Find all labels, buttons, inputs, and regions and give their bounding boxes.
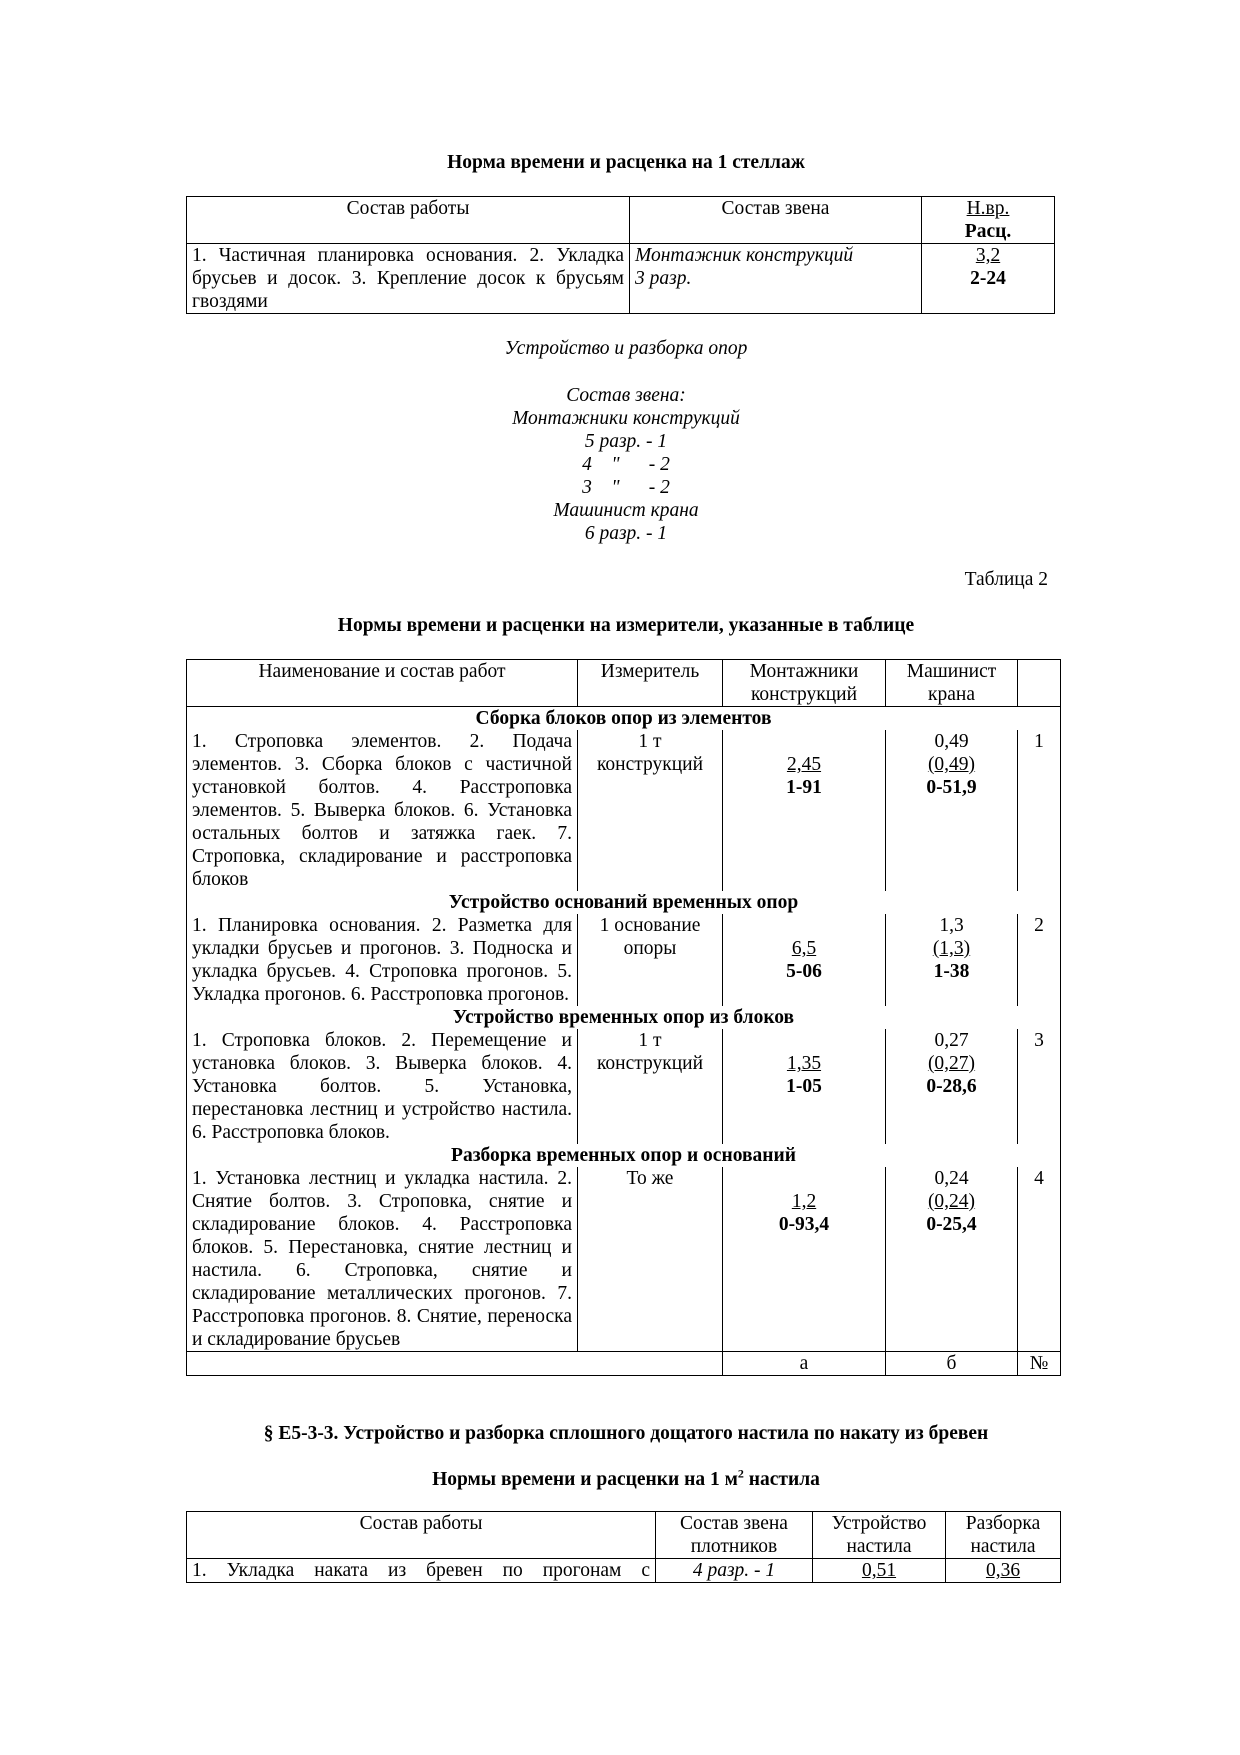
table-row — [187, 1167, 1061, 1352]
table-row — [187, 244, 1055, 314]
rate-value: 1-91 — [786, 777, 822, 798]
row-number: 4 — [1018, 1167, 1061, 1352]
spacer — [728, 1167, 880, 1190]
work-description: 1. Планировка основания. 2. Разметка для укладки брусьев и прогонов. 3. Подноска и укладка брусьев. 4. Строповка прогонов. 5. Укладка прогонов. 6. Расстроповка прогонов. — [187, 914, 578, 1006]
unit-cell — [578, 1167, 723, 1352]
norm-value: 2,45 — [786, 754, 822, 775]
section-title: Устройство оснований временных опор — [448, 892, 799, 913]
table-number: Таблица 2 — [964, 569, 1048, 590]
crew-line: 5 разр. - 1 — [584, 431, 668, 452]
unit-cell — [578, 914, 723, 1006]
table-row — [187, 730, 1061, 891]
mounters-cell — [723, 730, 886, 891]
norm-value: 1,2 — [791, 1191, 817, 1212]
header-work: Состав работы — [187, 1512, 656, 1559]
footer-col-b: б — [886, 1352, 1018, 1376]
section-row — [187, 891, 1061, 914]
table-header-row — [187, 197, 1055, 244]
dismantle-value: 0,36 — [946, 1559, 1061, 1583]
footer-col-num: № — [1018, 1352, 1061, 1376]
header-norm-rate — [922, 197, 1055, 244]
header-line: Машинист — [906, 661, 997, 682]
spacer — [728, 1029, 880, 1052]
operator-cell — [886, 1029, 1018, 1144]
work-description: 1. Частичная планировка основания. 2. Укладка брусьев и досок. 3. Крепление досок к брусьям гвоздями — [187, 244, 630, 314]
section-row — [187, 707, 1061, 731]
header-num — [1018, 660, 1061, 707]
table-footer-row — [187, 1352, 1061, 1376]
title-measures: Нормы времени и расценки на измерители, указанные в таблице — [337, 615, 915, 636]
header-line: Состав звена — [680, 1513, 788, 1534]
rate-value: 2-24 — [970, 268, 1006, 289]
rate-value: 0-28,6 — [926, 1076, 977, 1097]
norm-value: (0,27) — [927, 1053, 976, 1074]
table-norms — [186, 659, 1061, 1376]
header-work: Наименование и состав работ — [187, 660, 578, 707]
mounters-cell — [723, 914, 886, 1006]
header-line: Устройство — [831, 1513, 927, 1534]
header-norm: Н.вр. — [966, 198, 1010, 219]
crew-line: 3 разр. — [635, 268, 692, 289]
section-title: Разборка временных опор и оснований — [451, 1145, 796, 1166]
crew-line: 4 " - 2 — [582, 454, 670, 475]
section-title: Сборка блоков опор из элементов — [475, 708, 772, 729]
title-superscript: 2 — [737, 1466, 744, 1481]
crew-composition — [186, 384, 1066, 545]
table-nastil — [186, 1511, 1061, 1583]
mounters-cell — [723, 1029, 886, 1144]
crew-line: Монтажники конструкций — [512, 408, 740, 429]
unit-line: То же — [626, 1168, 674, 1189]
title-stellazh: Норма времени и расценка на 1 стеллаж — [447, 152, 805, 173]
table-stellazh — [186, 196, 1055, 314]
spacer — [728, 914, 880, 937]
crew-line: Монтажник конструкций — [635, 245, 854, 266]
header-line: настила — [846, 1536, 912, 1557]
operator-value: 1,3 — [939, 915, 964, 936]
rate-value: 1-38 — [933, 961, 970, 982]
norm-value: 3,2 — [975, 245, 1001, 266]
unit-line: 1 т — [638, 1030, 662, 1051]
crew-line: 6 разр. - 1 — [584, 523, 668, 544]
rate-value: 0-93,4 — [778, 1214, 830, 1235]
unit-cell — [578, 1029, 723, 1144]
operator-value: 0,49 — [934, 731, 969, 752]
table-header-row — [187, 660, 1061, 707]
unit-line: конструкций — [596, 754, 704, 775]
table-row — [187, 914, 1061, 1006]
norm-value: (0,24) — [927, 1191, 976, 1212]
crew-line: 3 " - 2 — [582, 477, 670, 498]
unit-cell — [578, 730, 723, 891]
table-row — [187, 1559, 1061, 1583]
header-mounters — [723, 660, 886, 707]
row-number: 3 — [1018, 1029, 1061, 1144]
operator-cell — [886, 914, 1018, 1006]
section-row — [187, 1006, 1061, 1029]
rate-value: 5-06 — [786, 961, 822, 982]
paragraph-title: § Е5-3-3. Устройство и разборка сплошного дощатого настила по накату из бревен — [263, 1423, 989, 1444]
header-crew — [656, 1512, 813, 1559]
header-line: Монтажники — [749, 661, 859, 682]
mounters-cell — [723, 1167, 886, 1352]
table-header-row — [187, 1512, 1061, 1559]
header-install — [813, 1512, 946, 1559]
norm-value: 1,35 — [786, 1053, 822, 1074]
title-text: настила — [743, 1469, 820, 1490]
work-description: 1. Строповка блоков. 2. Перемещение и установка блоков. 3. Выверка блоков. 4. Установка болтов. 5. Установка, перестановка лестниц и устройство настила. 6. Расстроповка блоков. — [187, 1029, 578, 1144]
section-row — [187, 1144, 1061, 1167]
crew-line: Машинист крана — [553, 500, 699, 521]
norm-rate-cell — [922, 244, 1055, 314]
header-operator — [886, 660, 1018, 707]
header-line: плотников — [690, 1536, 778, 1557]
crew-cell: 4 разр. - 1 — [656, 1559, 813, 1583]
header-rate: Расц. — [964, 221, 1012, 242]
header-line: настила — [970, 1536, 1036, 1557]
section-title: Устройство временных опор из блоков — [452, 1007, 795, 1028]
section-title: Устройство и разборка опор — [504, 338, 748, 359]
rate-value: 0-25,4 — [926, 1214, 977, 1235]
rate-value: 1-05 — [786, 1076, 822, 1097]
header-line: крана — [928, 684, 975, 705]
unit-line: 1 т — [638, 731, 662, 752]
operator-value: 0,24 — [934, 1168, 969, 1189]
unit-line: 1 основание — [599, 915, 701, 936]
row-number: 1 — [1018, 730, 1061, 891]
operator-cell — [886, 1167, 1018, 1352]
header-line: конструкций — [750, 684, 858, 705]
norm-value: (1,3) — [932, 938, 971, 959]
footer-col-a: а — [723, 1352, 886, 1376]
crew-cell — [630, 244, 922, 314]
operator-cell — [886, 730, 1018, 891]
unit-line: конструкций — [596, 1053, 704, 1074]
header-crew: Состав звена — [630, 197, 922, 244]
install-value: 0,51 — [813, 1559, 946, 1583]
header-work: Состав работы — [187, 197, 630, 244]
unit-line: опоры — [623, 938, 677, 959]
crew-label: Состав звена: — [566, 385, 686, 406]
work-description: 1. Укладка наката из бревен по прогонам с — [187, 1559, 656, 1583]
norm-value: (0,49) — [927, 754, 976, 775]
table-row — [187, 1029, 1061, 1144]
title-text: Нормы времени и расценки на 1 м — [432, 1469, 738, 1490]
work-description: 1. Строповка элементов. 2. Подача элементов. 3. Сборка блоков с частичной установкой болтов. 4. Расстроповка элементов. 5. Выверка блоков. 6. Установка остальных болтов и затяжка гаек. 7. Строповка, складирование и расстроповка блоков — [187, 730, 578, 891]
footer-blank — [187, 1352, 723, 1376]
rate-value: 0-51,9 — [926, 777, 977, 798]
header-dismantle — [946, 1512, 1061, 1559]
work-description: 1. Установка лестниц и укладка настила. 2. Снятие болтов. 3. Строповка, снятие и складирование блоков. 4. Расстроповка блоков. 5. Перестановка, снятие лестниц и настила. 6. Строповка, снятие и складирование металлических прогонов. 7. Расстроповка прогонов. 8. Снятие, переноска и складирование брусьев — [187, 1167, 578, 1352]
title-nastil — [186, 1468, 1066, 1491]
spacer — [728, 730, 880, 753]
norm-value: 6,5 — [791, 938, 817, 959]
row-number: 2 — [1018, 914, 1061, 1006]
operator-value: 0,27 — [934, 1030, 969, 1051]
header-line: Разборка — [965, 1513, 1041, 1534]
header-unit: Измеритель — [578, 660, 723, 707]
